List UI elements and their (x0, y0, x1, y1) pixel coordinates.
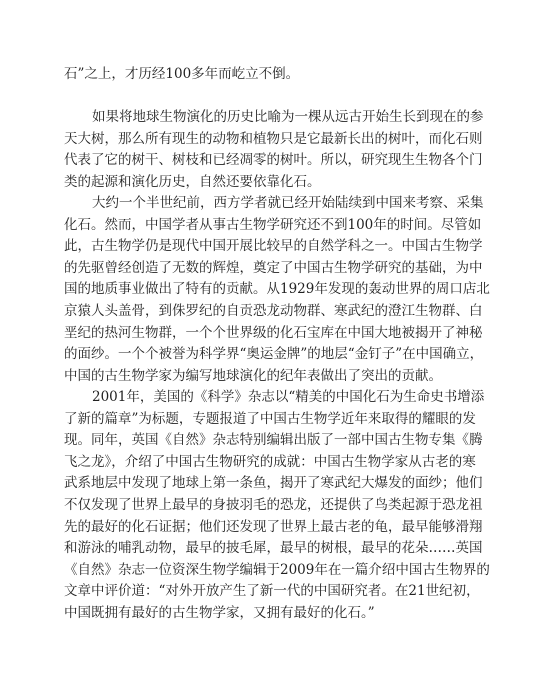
text-line: 此，古生物学仍是现代中国开展比较早的自然学科之一。中国古生物学 (64, 238, 483, 255)
text-line: 的先驱曾经创造了无数的辉煌，奠定了中国古生物学研究的基础，为中 (64, 259, 483, 276)
text-line: 不仅发现了世界上最早的身披羽毛的恐龙，还提供了鸟类起源于恐龙祖 (64, 496, 483, 513)
text-line: 和游泳的哺乳动物，最早的披毛犀，最早的树根，最早的花朵……英国 (64, 540, 483, 557)
paragraph-2 (64, 107, 484, 193)
paragraph-4 (64, 387, 490, 625)
text-line: 代表了它的树干、树枝和已经凋零的树叶。所以，研究现生生物各个门 (64, 152, 483, 169)
text-line: 《自然》杂志一位资深生物学编辑于2009年在一篇介绍中国古生物界的 (64, 561, 490, 578)
text-line: 化石。然而，中国学者从事古生物学研究还不到100年的时间。尽管如 (64, 216, 482, 233)
text-line: 先的最好的化石证据；他们还发现了世界上最古老的龟，最早能够滑翔 (64, 518, 483, 535)
text-line: 的面纱。一个个被誉为科学界“奥运金牌”的地层“金钉子”在中国确立， (64, 346, 484, 363)
text-line: 如果将地球生物演化的历史比喻为一棵从远古开始生长到现在的参 (92, 109, 484, 125)
paragraph-3 (64, 193, 490, 387)
text-line: 文章中评价道：“对外开放产生了新一代的中国研究者。在21世纪初， (64, 583, 480, 600)
text-line: 垩纪的热河生物群，一个个世界级的化石宝库在中国大地被揭开了神秘 (64, 324, 483, 341)
text-line: 飞之龙》，介绍了中国古生物研究的成就：中国古生物学家从古老的寒 (64, 453, 476, 470)
text-line: 中国的古生物学家为编写地球演化的纪年表做出了突出的贡献。 (64, 367, 442, 384)
text-line: 武系地层中发现了地球上第一条鱼，揭开了寒武纪大爆发的面纱；他们 (64, 475, 483, 492)
text-line: 京猿人头盖骨，到侏罗纪的自贡恐龙动物群、寒武纪的澄江生物群、白 (64, 302, 483, 319)
text-line: 大约一个半世纪前，西方学者就已经开始陆续到中国来考察、采集 (92, 195, 484, 211)
text-line: 中国既拥有最好的古生物学家，又拥有最好的化石。” (64, 604, 375, 621)
text-line: 现。同年，英国《自然》杂志特别编辑出版了一部中国古生物专集《腾 (64, 432, 483, 449)
text-line: 石”之上，才历经100多年而屹立不倒。 (64, 66, 300, 82)
paragraph-1 (64, 64, 464, 86)
text-line: 国的地质事业做出了特有的贡献。从1929年发现的轰动世界的周口店北 (64, 281, 490, 298)
text-line: 天大树，那么所有现生的动物和植物只是它最新长出的树叶，而化石则 (64, 130, 483, 147)
text-line: 了新的篇章”为标题，专题报道了中国古生物学近年来取得的耀眼的发 (64, 410, 476, 427)
text-line: 类的起源和演化历史，自然还要依靠化石。 (64, 173, 321, 190)
text-line: 2001年，美国的《科学》杂志以“精美的中国化石为生命史书增添 (92, 389, 485, 405)
